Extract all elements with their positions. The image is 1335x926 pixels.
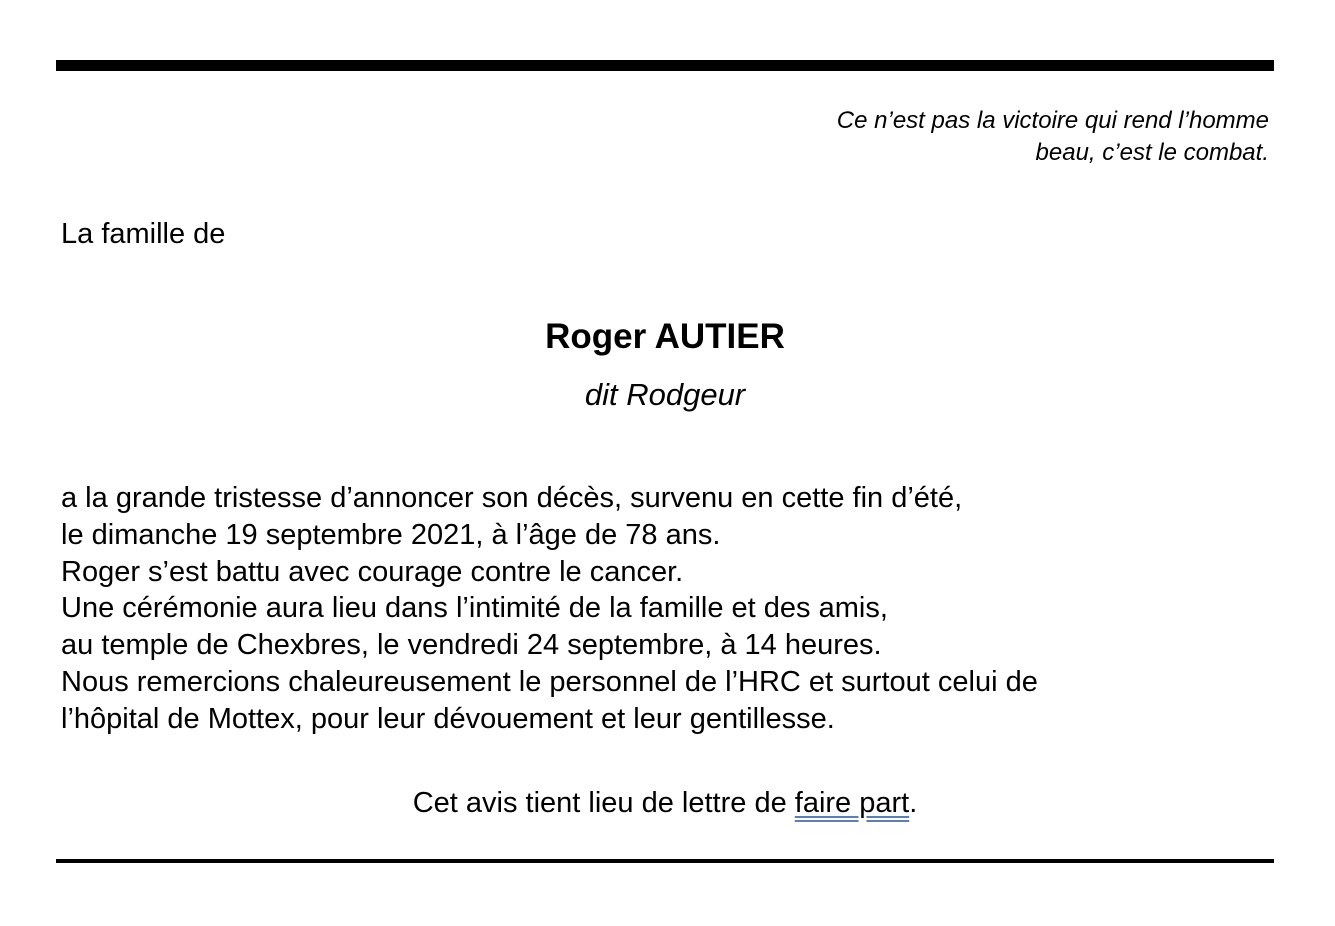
body-line: Une cérémonie aura lieu dans l’intimité de la famille et des amis, [61, 592, 888, 625]
bottom-rule [56, 859, 1274, 863]
quote-line-1: Ce n’est pas la victoire qui rend l’homme [836, 107, 1269, 134]
faire-part-link[interactable]: faire part [794, 787, 910, 819]
deceased-nickname: dit Rodgeur [584, 377, 746, 412]
quote-line-2: beau, c’est le combat. [1035, 139, 1269, 166]
body-line: a la grande tristesse d’annoncer son décès, survenu en cette fin d’été, [61, 482, 963, 514]
deceased-name: Roger AUTIER [545, 317, 785, 356]
closing-prefix: Cet avis tient lieu de lettre de [412, 787, 795, 819]
body-line: le dimanche 19 septembre 2021, à l’âge de 78 ans. [61, 518, 721, 551]
body-line: Roger s’est battu avec courage contre le cancer. [61, 555, 684, 588]
body-line: au temple de Chexbres, le vendredi 24 septembre, à 14 heures. [61, 629, 882, 662]
epigraph-quote [709, 105, 1269, 169]
body-line: l’hôpital de Mottex, pour leur dévouement et leur gentillesse. [61, 702, 835, 735]
body-line: Nous remercions chaleureusement le personnel de l’HRC et surtout celui de [61, 665, 1038, 698]
closing-notice [0, 784, 1330, 822]
closing-suffix: . [909, 787, 918, 819]
announcement-body [61, 480, 1038, 738]
intro-text: La famille de [61, 218, 226, 250]
top-rule [56, 60, 1274, 71]
